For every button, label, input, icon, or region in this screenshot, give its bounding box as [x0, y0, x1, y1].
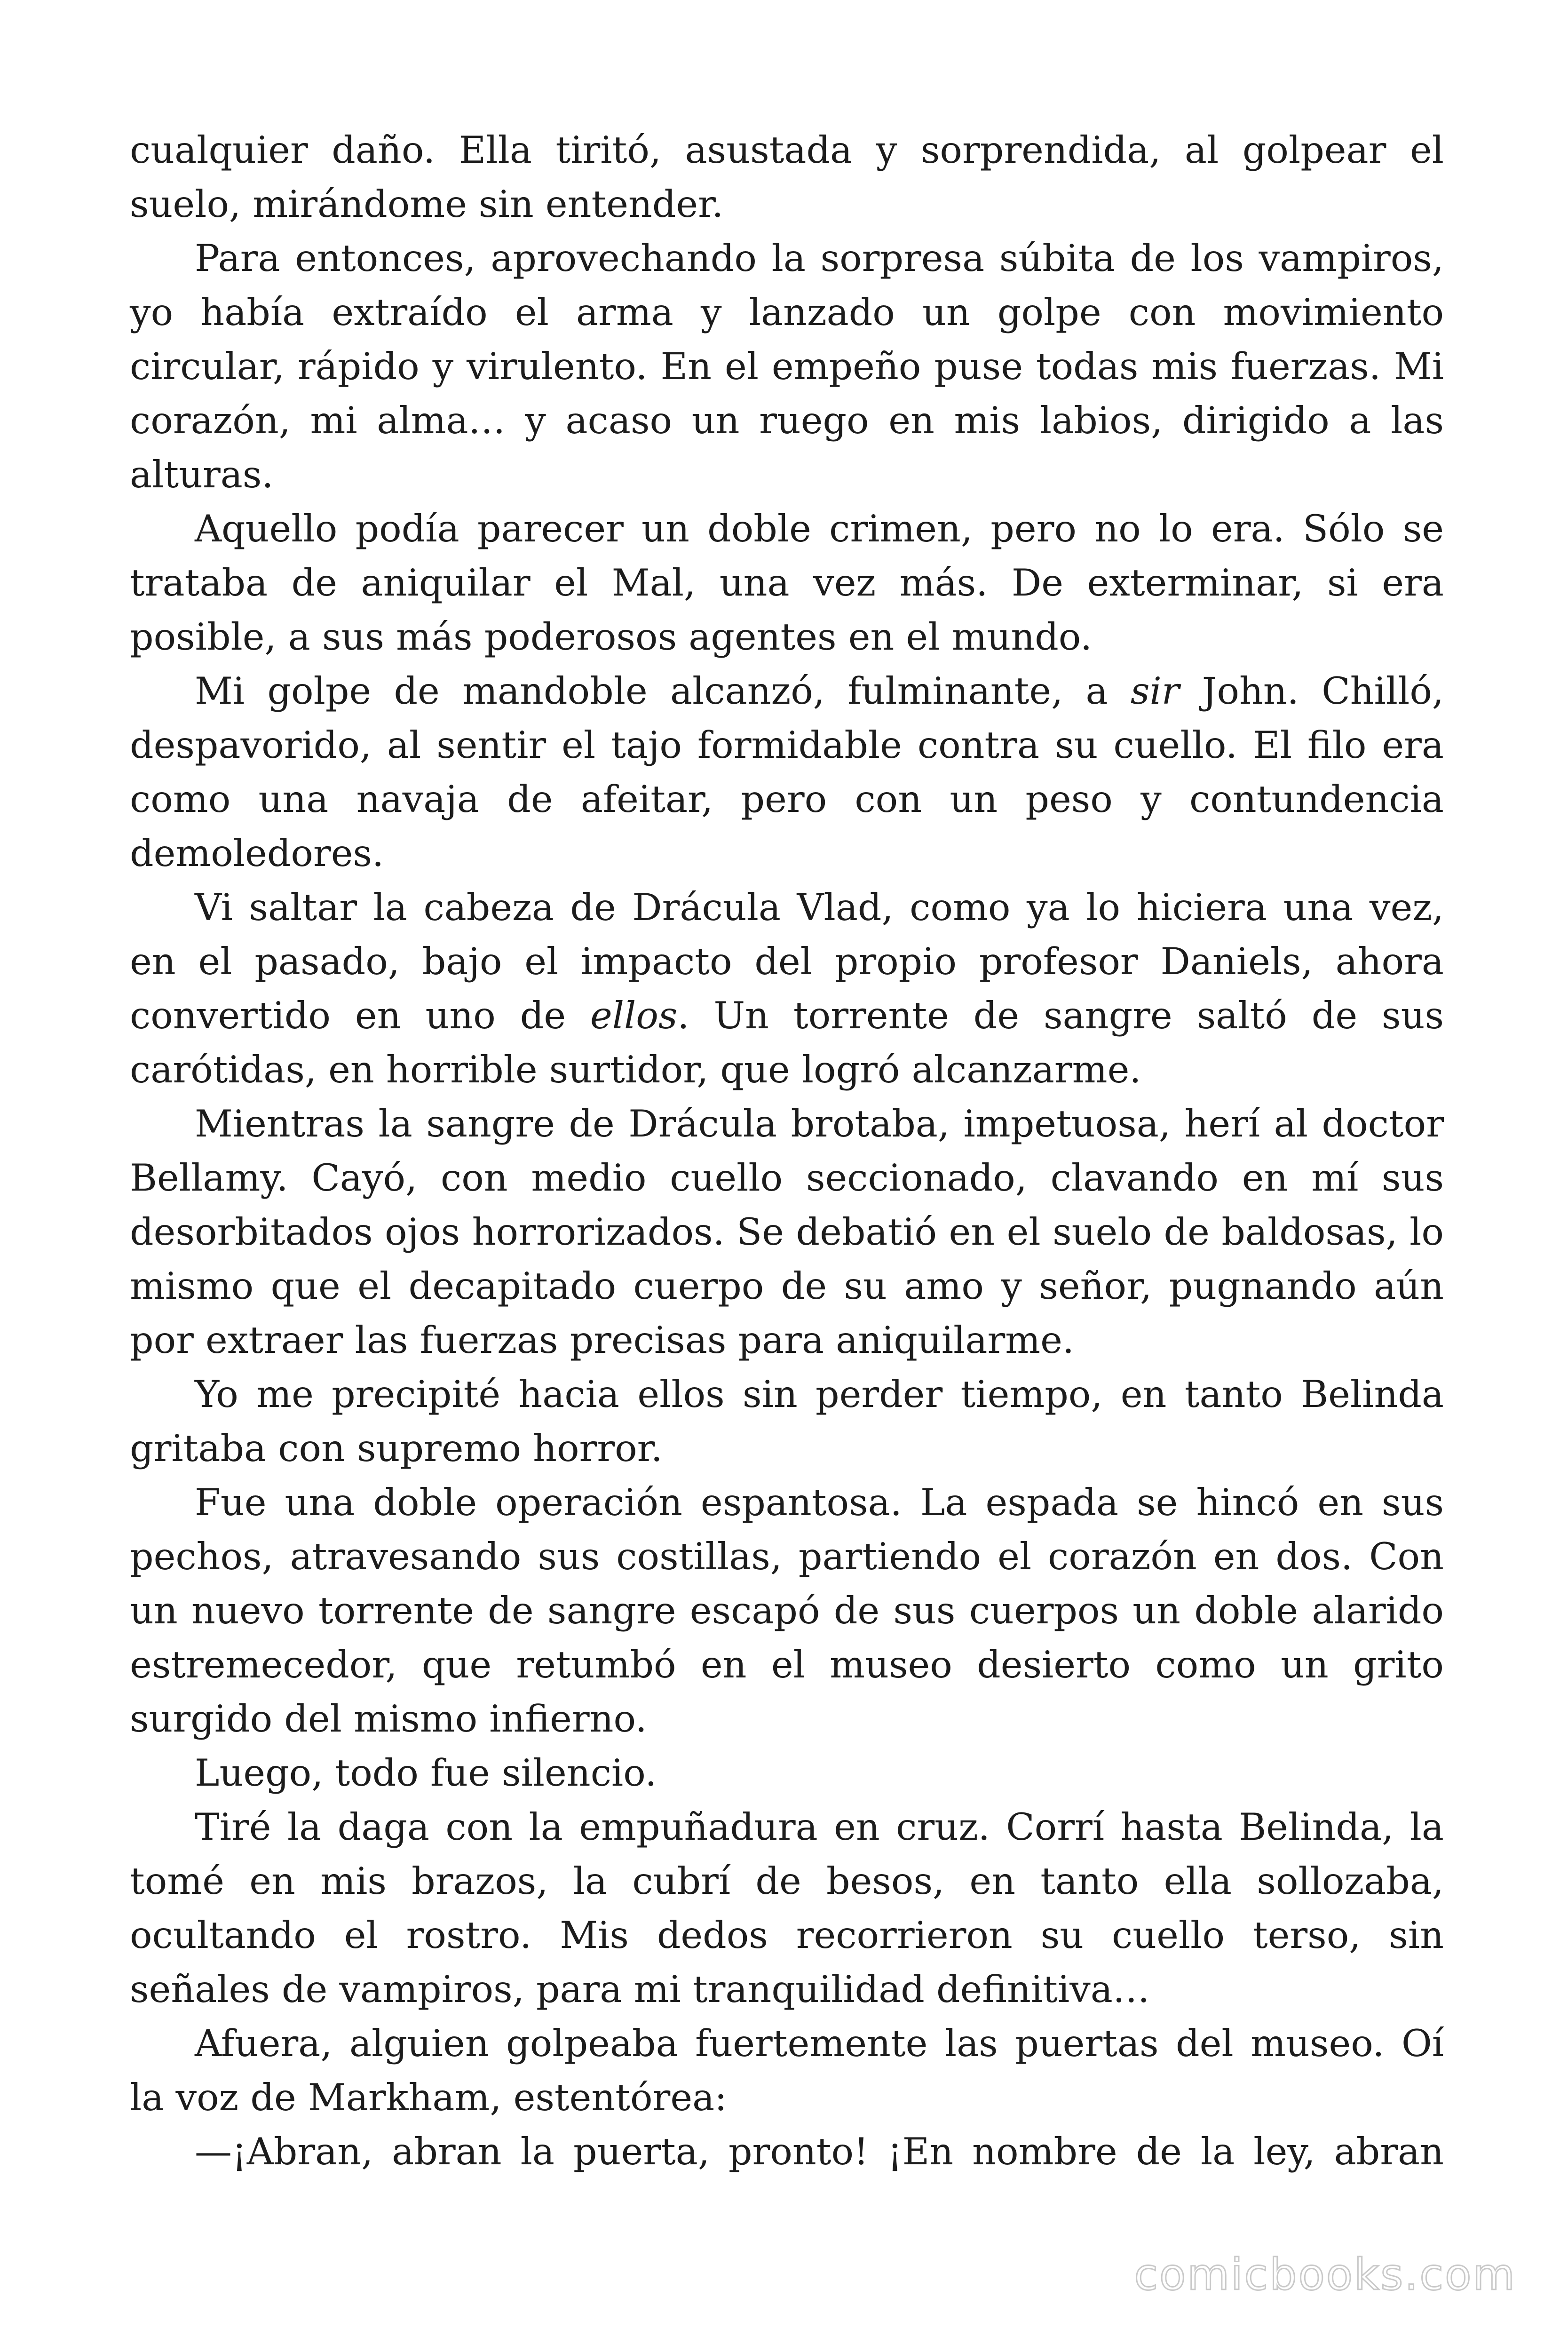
paragraph-text: —¡Abran, abran la puerta, pronto! ¡En nombre de la ley, abran: [195, 2130, 1444, 2173]
paragraph: [130, 1800, 1444, 2017]
paragraph-text: John. Chilló, despavorido, al sentir el tajo formidable contra su cuello. El filo era como una navaja de afeitar, pero con un peso y contundencia demoledores.: [130, 669, 1444, 875]
paragraph: [130, 1367, 1444, 1476]
paragraph: [130, 1746, 1444, 1800]
paragraph: [130, 231, 1444, 502]
paragraph: [130, 881, 1444, 1097]
paragraph-text: Aquello podía parecer un doble crimen, pero no lo era. Sólo se trataba de aniquilar el Mal, una vez más. De exterminar, si era posible, a sus más poderosos agentes en el mundo.: [130, 507, 1444, 659]
paragraph-text: Fue una doble operación espantosa. La espada se hincó en sus pechos, atravesando sus costillas, partiendo el corazón en dos. Con un nuevo torrente de sangre escapó de sus cuerpos un doble alarido estremecedor, que retumbó en el museo desierto como un grito surgido del mismo infierno.: [130, 1481, 1444, 1740]
paragraph-text: Mientras la sangre de Drácula brotaba, impetuosa, herí al doctor Bellamy. Cayó, con medio cuello seccionado, clavando en mí sus desorbitados ojos horrorizados. Se debatió en el suelo de baldosas, lo mismo que el decapitado cuerpo de su amo y señor, pugnando aún por extraer las fuerzas precisas para aniquilarme.: [130, 1102, 1444, 1362]
paragraph-text: . Un torrente de sangre saltó de sus carótidas, en horrible surtidor, que logró alcanzarme.: [130, 994, 1444, 1091]
paragraph: [130, 2017, 1444, 2125]
book-page-text: [130, 123, 1444, 2179]
paragraph: [130, 1476, 1444, 1746]
watermark-logo: comicbooks.com: [1134, 2249, 1516, 2300]
paragraph-text: Vi saltar la cabeza de Drácula Vlad, como ya lo hiciera una vez, en el pasado, bajo el impacto del propio profesor Daniels, ahora convertido en uno de: [130, 886, 1444, 1037]
paragraph-text: Yo me precipité hacia ellos sin perder tiempo, en tanto Belinda gritaba con supremo horror.: [130, 1373, 1444, 1470]
paragraph-text: Para entonces, aprovechando la sorpresa súbita de los vampiros, yo había extraído el arma y lanzado un golpe con movimiento circular, rápido y virulento. En el empeño puse todas mis fuerzas. Mi corazón, mi alma… y acaso un ruego en mis labios, dirigido a las alturas.: [130, 237, 1444, 496]
paragraph: [130, 123, 1444, 231]
paragraph-text: Mi golpe de mandoble alcanzó, fulminante, a: [195, 669, 1131, 713]
paragraph: [130, 664, 1444, 881]
paragraph: [130, 2125, 1444, 2179]
paragraph: [130, 1097, 1444, 1367]
paragraph-text: Tiré la daga con la empuñadura en cruz. Corrí hasta Belinda, la tomé en mis brazos, la cubrí de besos, en tanto ella sollozaba, ocultando el rostro. Mis dedos recorrieron su cuello terso, sin señales de vampiros, para mi tranquilidad definitiva…: [130, 1805, 1444, 2011]
paragraph-text: Afuera, alguien golpeaba fuertemente las puertas del museo. Oí la voz de Markham, estentórea:: [130, 2022, 1444, 2119]
paragraph: [130, 502, 1444, 664]
paragraph-text: cualquier daño. Ella tiritó, asustada y sorprendida, al golpear el suelo, mirándome sin entender.: [130, 128, 1444, 226]
italic-text: sir: [1130, 669, 1180, 713]
italic-text: ellos: [590, 994, 678, 1037]
paragraph-text: Luego, todo fue silencio.: [195, 1751, 657, 1795]
